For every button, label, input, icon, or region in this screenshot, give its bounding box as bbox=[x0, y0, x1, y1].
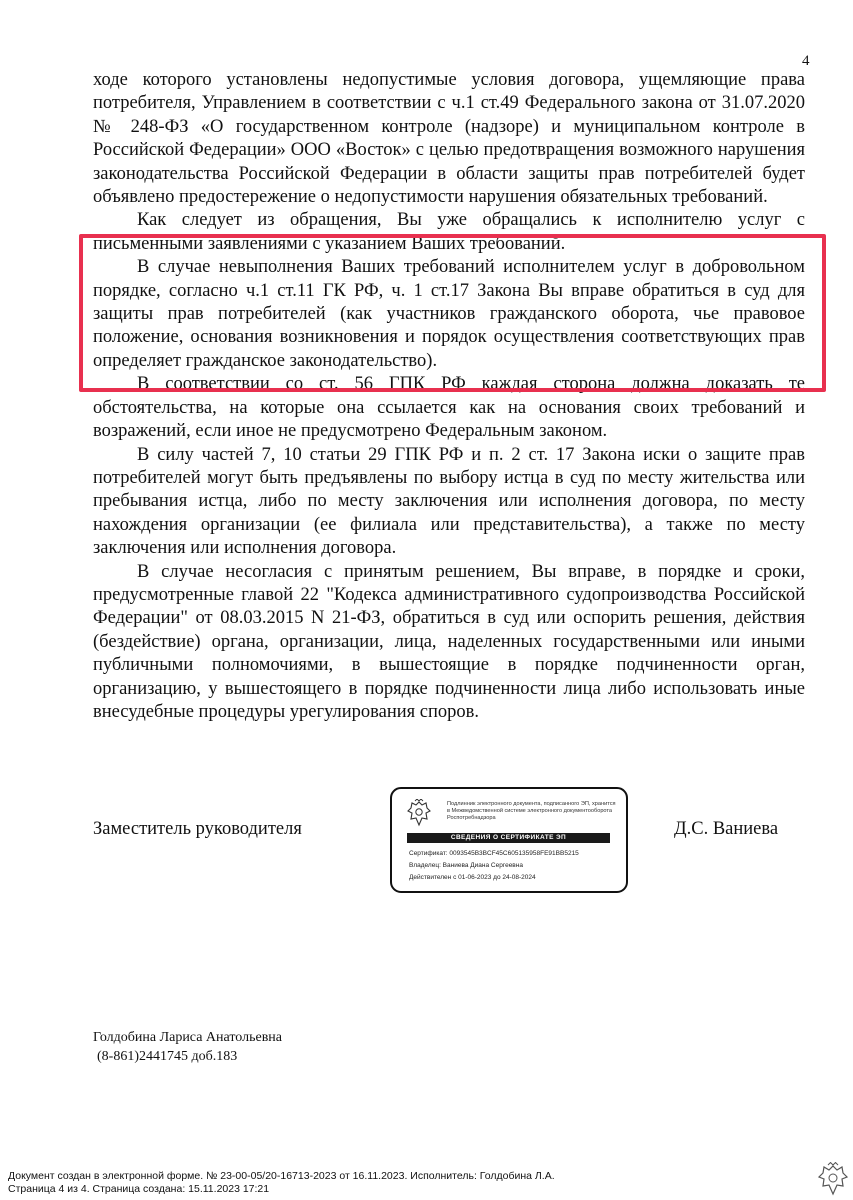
paragraph-4: В соответствии со ст. 56 ГПК РФ каждая сторона должна доказать те обстоятельства, на которые она ссылается как на основания своих требований и возражений, если иное не предусмотрено Федеральным законом. bbox=[93, 374, 805, 442]
coat-of-arms-icon bbox=[406, 799, 432, 829]
paragraph-3: В случае невыполнения Ваших требований исполнителем услуг в добровольном порядке, согласно ч.1 ст.11 ГК РФ, ч. 1 ст.17 Закона Вы вправе обратиться в суд для защиты прав потребителей (как участников гражданского оборота, чье правовое положение, основания возникновения и порядок осуществления соответствующих прав определяет гражданское законодательство). bbox=[93, 257, 805, 371]
signer-name: Д.С. Ваниева bbox=[674, 819, 779, 839]
certificate-owner: Владелец: Ваниева Диана Сергеевна bbox=[409, 862, 523, 869]
footer-line-1: Документ создан в электронной форме. № 23-00-05/20-16713-2023 от 16.11.2023. Исполнитель: Голдобина Л.А. bbox=[8, 1170, 555, 1182]
stamp-header: Подлинник электронного документа, подписанного ЭП, хранится в Межведомственной системе электронного документооборота Роспотребнадзора bbox=[447, 801, 616, 821]
signer-title: Заместитель руководителя bbox=[93, 819, 302, 839]
electronic-signature-stamp bbox=[390, 787, 628, 893]
executor-phone: (8-861)2441745 доб.183 bbox=[97, 1049, 238, 1064]
paragraph-2: Как следует из обращения, Вы уже обращались к исполнителю услуг с письменными заявлениями с указанием Ваших требований. bbox=[93, 210, 805, 254]
document-footer bbox=[8, 1170, 555, 1195]
footer-line-2: Страница 4 из 4. Страница создана: 15.11.2023 17:21 bbox=[8, 1182, 270, 1195]
certificate-number: Сертификат: 0093545B3BCF45C605135958FE91BB5215 bbox=[409, 850, 579, 857]
page-number: 4 bbox=[802, 53, 810, 69]
executor-name: Голдобина Лариса Анатольевна bbox=[93, 1030, 283, 1045]
red-highlight-frame bbox=[79, 234, 826, 392]
paragraph-5: В силу частей 7, 10 статьи 29 ГПК РФ и п. 2 ст. 17 Закона иски о защите прав потребителей могут быть предъявлены по выбору истца в суд по месту жительства или пребывания истца, либо по месту заключения или исполнения договора, по месту нахождения организации (ее филиала или представительства), а также по месту заключения или исполнения договора. bbox=[93, 444, 805, 559]
footer-coat-of-arms-icon bbox=[818, 1162, 848, 1198]
paragraph-6: В случае несогласия с принятым решением, Вы вправе, в порядке и сроки, предусмотренные главой 22 "Кодекса административного судопроизводства Российской Федерации" от 08.03.2015 N 21-ФЗ, обратиться в суд или оспорить решения, действия (бездействие) органа, организации, лица, наделенных государственными или иными публичными полномочиями, в вышестоящие в порядке подчиненности орган, организацию, у вышестоящего в порядке подчиненности лица либо использовать иные внесудебные процедуры урегулирования споров. bbox=[93, 561, 805, 722]
certificate-title-bar: СВЕДЕНИЯ О СЕРТИФИКАТЕ ЭП bbox=[407, 833, 610, 843]
letter-body bbox=[93, 69, 805, 724]
certificate-validity: Действителен с 01-06-2023 до 24-08-2024 bbox=[409, 874, 536, 881]
paragraph-1: ходе которого установлены недопустимые условия договора, ущемляющие права потребителя, Управлением в соответствии с ч.1 ст.49 Федерального закона от 31.07.2020 № 248-ФЗ «О государственном контроле (надзоре) и муниципальном контроле в Российской Федерации» ООО «Восток» с целью предотвращения возможного нарушения законодательства Российской Федерации в области защиты прав потребителей будет объявлено предостережение о недопустимости нарушения обязательных требований. bbox=[93, 70, 805, 208]
